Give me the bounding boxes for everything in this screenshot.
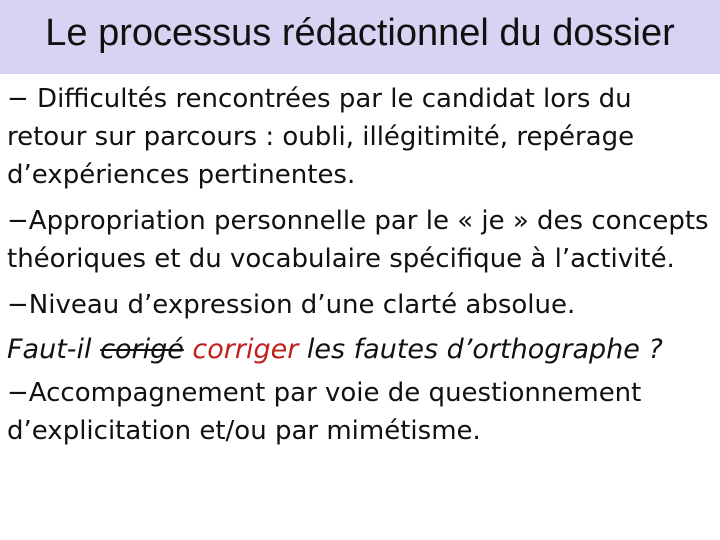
question-prefix: Faut-il	[7, 334, 101, 365]
title-bar	[0, 0, 720, 74]
bullet-item-expression	[7, 286, 712, 324]
bullet-item-difficulties	[7, 80, 712, 194]
bullet-text: Difficultés rencontrées par le candidat lors du retour sur parcours : oubli, illégitimité, repérage d’expériences pertinentes.	[7, 84, 635, 190]
question-line	[7, 330, 712, 370]
bullet-dash: −	[7, 206, 29, 236]
bullet-dash: −	[7, 84, 29, 114]
question-suffix: les fautes d’orthographe ?	[298, 334, 663, 365]
bullet-item-accompaniment	[7, 374, 712, 450]
struck-word: corigé	[100, 334, 184, 365]
bullet-text: Appropriation personnelle par le « je » des concepts théoriques et du vocabulaire spécifique à l’activité.	[7, 206, 709, 274]
bullet-item-appropriation	[7, 202, 712, 278]
bullet-dash: −	[7, 290, 29, 320]
correction-word: corriger	[183, 334, 299, 365]
bullet-text: Niveau d’expression d’une clarté absolue.	[28, 290, 576, 320]
bullet-text: Accompagnement par voie de questionnement d’explicitation et/ou par mimétisme.	[7, 378, 642, 446]
slide-title: Le processus rédactionnel du dossier	[45, 12, 675, 54]
slide-body	[7, 80, 712, 458]
bullet-dash: −	[7, 378, 29, 408]
